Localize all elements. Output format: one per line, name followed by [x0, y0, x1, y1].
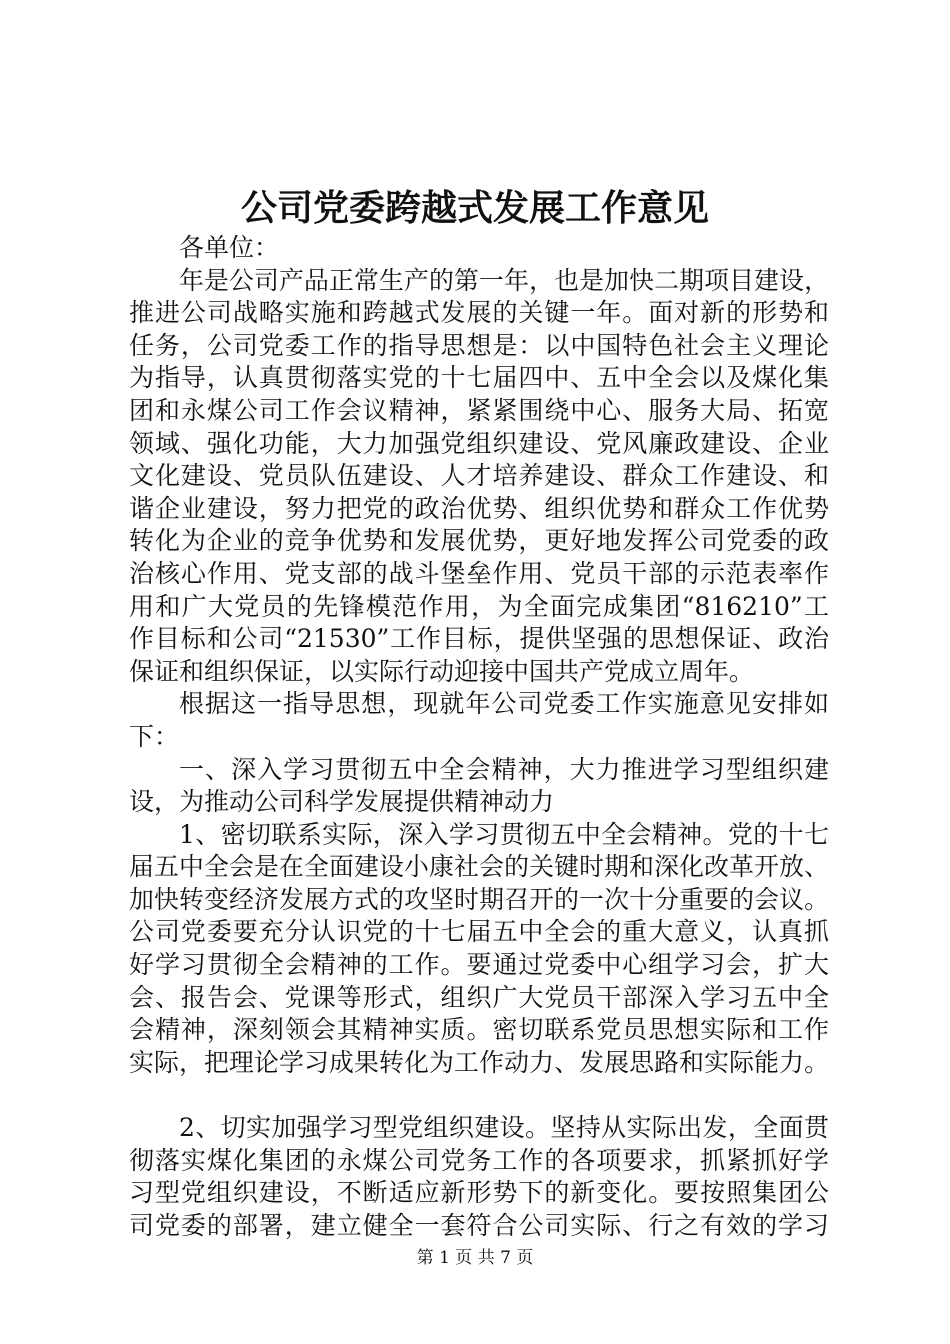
text-line: 保证和组织保证，以实际行动迎接中国共产党成立周年。	[129, 656, 755, 686]
text-line: 会精神，深刻领会其精神实质。密切联系党员思想实际和工作	[129, 1015, 829, 1045]
text-line: 会、报告会、党课等形式，组织广大党员干部深入学习五中全	[129, 982, 829, 1012]
text-line: 转化为企业的竞争优势和发展优势，更好地发挥公司党委的政	[129, 526, 829, 556]
text-line: 治核心作用、党支部的战斗堡垒作用、党员干部的示范表率作	[129, 558, 829, 588]
text-line: 谐企业建设，努力把党的政治优势、组织优势和群众工作优势	[129, 493, 829, 523]
document-body	[129, 232, 829, 1242]
text-line: 推进公司战略实施和跨越式发展的关键一年。面对新的形势和	[129, 298, 829, 328]
text-line: 好学习贯彻全会精神的工作。要通过党委中心组学习会，扩大	[129, 950, 829, 980]
blank-line	[129, 1079, 829, 1112]
text-line: 根据这一指导思想，现就年公司党委工作实施意见安排如	[179, 689, 829, 719]
text-line: 领域、强化功能，大力加强党组织建设、党风廉政建设、企业	[129, 428, 829, 458]
text-line: 作目标和公司“21530”工作目标，提供坚强的思想保证、政治	[129, 624, 829, 654]
page-footer: 第 1 页 共 7 页	[416, 1248, 534, 1268]
text-line: 设，为推动公司科学发展提供精神动力	[129, 787, 555, 817]
text-line: 下：	[129, 721, 180, 751]
text-line: 司党委的部署，建立健全一套符合公司实际、行之有效的学习	[129, 1210, 829, 1240]
text-line: 一、深入学习贯彻五中全会精神，大力推进学习型组织建	[179, 754, 829, 784]
text-line: 习型党组织建设，不断适应新形势下的新变化。要按照集团公	[129, 1178, 829, 1208]
text-line: 团和永煤公司工作会议精神，紧紧围绕中心、服务大局、拓宽	[129, 395, 829, 425]
text-line: 2、切实加强学习型党组织建设。坚持从实际出发，全面贯	[179, 1113, 829, 1143]
text-line: 加快转变经济发展方式的攻坚时期召开的一次十分重要的会议。	[129, 884, 829, 914]
text-line: 用和广大党员的先锋模范作用，为全面完成集团“816210”工	[129, 591, 829, 621]
document-title: 公司党委跨越式发展工作意见	[240, 187, 709, 229]
text-line: 为指导，认真贯彻落实党的十七届四中、五中全会以及煤化集	[129, 363, 829, 393]
text-line: 任务，公司党委工作的指导思想是：以中国特色社会主义理论	[129, 330, 829, 360]
text-line: 公司党委要充分认识党的十七届五中全会的重大意义，认真抓	[129, 917, 829, 947]
text-line: 各单位：	[179, 233, 280, 262]
text-line: 1、密切联系实际，深入学习贯彻五中全会精神。党的十七	[179, 819, 829, 849]
text-line: 实际，把理论学习成果转化为工作动力、发展思路和实际能力。	[129, 1047, 829, 1077]
text-line: 届五中全会是在全面建设小康社会的关键时期和深化改革开放、	[129, 852, 829, 882]
text-line: 彻落实煤化集团的永煤公司党务工作的各项要求，抓紧抓好学	[129, 1145, 829, 1175]
text-line: 年是公司产品正常生产的第一年，也是加快二期项目建设，	[179, 265, 829, 295]
text-line: 文化建设、党员队伍建设、人才培养建设、群众工作建设、和	[129, 461, 829, 491]
